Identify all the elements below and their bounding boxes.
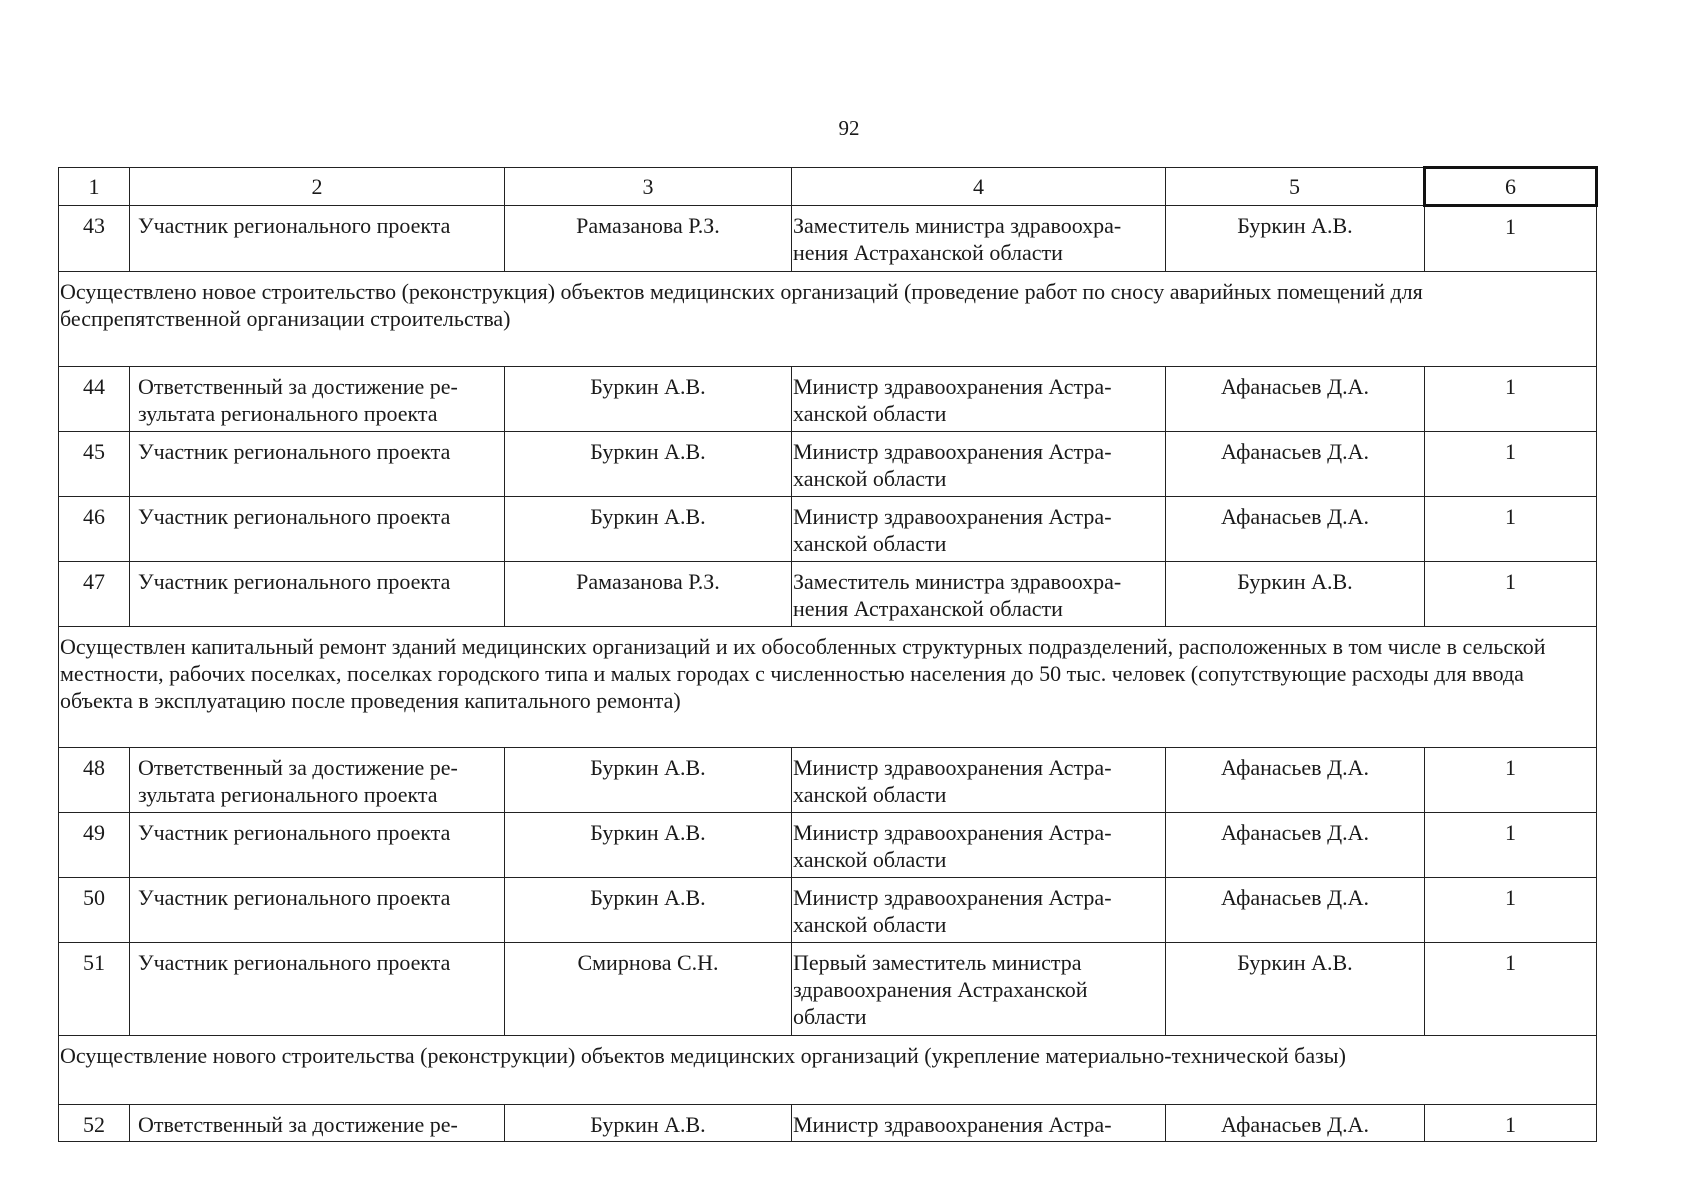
share-cell: 1 [1425, 206, 1597, 272]
row-number: 47 [59, 562, 130, 627]
column-header: 3 [505, 168, 792, 206]
row-number: 44 [59, 367, 130, 432]
supervisor-cell: Буркин А.В. [1166, 943, 1425, 1036]
section-title: Осуществлено новое строительство (реконструкция) объектов медицинских организаций (проведение работ по сносу аварийных помещений для беспрепятственной организации строительства) [59, 272, 1597, 367]
row-number: 50 [59, 878, 130, 943]
table-row [59, 432, 1597, 497]
person-cell: Буркин А.В. [505, 367, 792, 432]
position-cell: Заместитель министра здравоохра-нения Астраханской области [792, 206, 1166, 272]
position-cell: Министр здравоохранения Астра-ханской области [792, 497, 1166, 562]
person-cell: Буркин А.В. [505, 878, 792, 943]
supervisor-cell: Афанасьев Д.А. [1166, 432, 1425, 497]
person-cell: Буркин А.В. [505, 432, 792, 497]
person-cell: Буркин А.В. [505, 813, 792, 878]
role-cell: Участник регионального проекта [130, 432, 505, 497]
supervisor-cell: Афанасьев Д.А. [1166, 1105, 1425, 1142]
supervisor-cell: Афанасьев Д.А. [1166, 497, 1425, 562]
position-cell: Министр здравоохранения Астра-ханской области [792, 367, 1166, 432]
supervisor-cell: Афанасьев Д.А. [1166, 748, 1425, 813]
table-header-row [59, 168, 1597, 206]
row-number: 48 [59, 748, 130, 813]
row-number: 43 [59, 206, 130, 272]
position-cell: Министр здравоохранения Астра-ханской области [792, 432, 1166, 497]
role-cell: Ответственный за достижение ре- [130, 1105, 505, 1142]
column-header: 1 [59, 168, 130, 206]
person-cell: Рамазанова Р.З. [505, 206, 792, 272]
position-cell: Министр здравоохранения Астра-ханской области [792, 748, 1166, 813]
share-cell: 1 [1425, 367, 1597, 432]
column-header: 6 [1425, 168, 1597, 206]
position-cell: Министр здравоохранения Астра- [792, 1105, 1166, 1142]
share-cell: 1 [1425, 878, 1597, 943]
role-cell: Участник регионального проекта [130, 562, 505, 627]
column-header: 4 [792, 168, 1166, 206]
row-number: 46 [59, 497, 130, 562]
table-row [59, 562, 1597, 627]
table-row [59, 943, 1597, 1036]
share-cell: 1 [1425, 1105, 1597, 1142]
position-cell: Первый заместитель министра здравоохранения Астраханской области [792, 943, 1166, 1036]
role-cell: Участник регионального проекта [130, 813, 505, 878]
table-row [59, 367, 1597, 432]
supervisor-cell: Афанасьев Д.А. [1166, 367, 1425, 432]
person-cell: Рамазанова Р.З. [505, 562, 792, 627]
share-cell: 1 [1425, 562, 1597, 627]
table-row [59, 878, 1597, 943]
supervisor-cell: Буркин А.В. [1166, 562, 1425, 627]
column-header: 2 [130, 168, 505, 206]
table-row [59, 1105, 1597, 1142]
table-row [59, 497, 1597, 562]
share-cell: 1 [1425, 748, 1597, 813]
section-title: Осуществлен капитальный ремонт зданий медицинских организаций и их обособленных структурных подразделений, расположенных в том числе в сельской местности, рабочих поселках, поселках городского типа и малых городах с численностью населения до 50 тыс. человек (сопутствующие расходы для ввода объекта в эксплуатацию после проведения капитального ремонта) [59, 627, 1597, 748]
person-cell: Буркин А.В. [505, 748, 792, 813]
page-number: 92 [838, 116, 860, 140]
supervisor-cell: Афанасьев Д.А. [1166, 878, 1425, 943]
share-cell: 1 [1425, 943, 1597, 1036]
table-row [59, 813, 1597, 878]
supervisor-cell: Афанасьев Д.А. [1166, 813, 1425, 878]
person-cell: Буркин А.В. [505, 497, 792, 562]
share-cell: 1 [1425, 813, 1597, 878]
role-cell: Ответственный за достижение ре-зультата регионального проекта [130, 748, 505, 813]
section-row [59, 1036, 1597, 1105]
role-cell: Участник регионального проекта [130, 206, 505, 272]
position-cell: Заместитель министра здравоохра-нения Астраханской области [792, 562, 1166, 627]
person-cell: Смирнова С.Н. [505, 943, 792, 1036]
position-cell: Министр здравоохранения Астра-ханской области [792, 878, 1166, 943]
row-number: 45 [59, 432, 130, 497]
table-row [59, 748, 1597, 813]
section-row [59, 627, 1597, 748]
person-cell: Буркин А.В. [505, 1105, 792, 1142]
column-header: 5 [1166, 168, 1425, 206]
share-cell: 1 [1425, 497, 1597, 562]
row-number: 52 [59, 1105, 130, 1142]
role-cell: Участник регионального проекта [130, 497, 505, 562]
supervisor-cell: Буркин А.В. [1166, 206, 1425, 272]
position-cell: Министр здравоохранения Астра-ханской области [792, 813, 1166, 878]
row-number: 49 [59, 813, 130, 878]
role-cell: Ответственный за достижение ре-зультата регионального проекта [130, 367, 505, 432]
responsibility-table [58, 166, 1598, 1142]
section-row [59, 272, 1597, 367]
share-cell: 1 [1425, 432, 1597, 497]
row-number: 51 [59, 943, 130, 1036]
role-cell: Участник регионального проекта [130, 878, 505, 943]
section-title: Осуществление нового строительства (реконструкции) объектов медицинских организаций (укрепление материально-технической базы) [59, 1036, 1597, 1105]
role-cell: Участник регионального проекта [130, 943, 505, 1036]
table-row [59, 206, 1597, 272]
